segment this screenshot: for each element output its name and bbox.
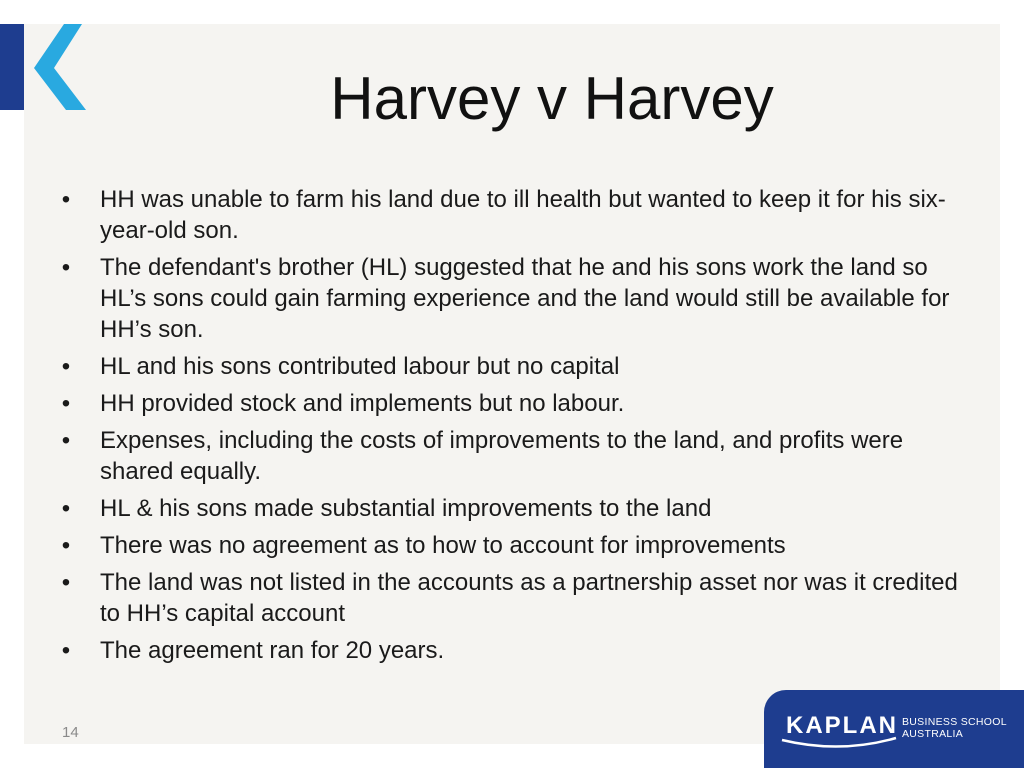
bullet-text: The agreement ran for 20 years.	[100, 637, 445, 664]
bullet-text: There was no agreement as to how to account for improvements	[100, 532, 786, 559]
swoosh-icon	[780, 736, 898, 750]
bullet-marker: •	[61, 569, 71, 596]
bullet-marker: •	[61, 353, 71, 380]
bullet-marker: •	[61, 390, 71, 417]
bullet-item	[56, 388, 966, 419]
bullet-text: HL and his sons contributed labour but no capital	[100, 353, 620, 380]
bullet-item	[56, 252, 966, 345]
brand-name: KAPLAN	[786, 712, 898, 739]
bullet-marker: •	[61, 254, 71, 281]
page-number: 14	[62, 724, 79, 741]
bullet-marker: •	[61, 532, 71, 559]
brand-subtitle-line1: BUSINESS SCHOOL	[902, 716, 1007, 728]
bullet-text: HH was unable to farm his land due to ill health but wanted to keep it for his six-year-old son.	[100, 186, 946, 244]
bullet-text: HH provided stock and implements but no labour.	[100, 390, 625, 417]
bullet-item	[56, 530, 966, 561]
bullet-item	[56, 493, 966, 524]
bullet-text: HL & his sons made substantial improvements to the land	[100, 495, 712, 522]
bullet-item	[56, 425, 966, 487]
bullet-list	[56, 184, 966, 672]
bullet-item	[56, 351, 966, 382]
bullet-marker: •	[61, 495, 71, 522]
brand-subtitle	[902, 716, 1007, 740]
bullet-text: The defendant's brother (HL) suggested that he and his sons work the land so HL’s sons could gain farming experience and the land would still be available for HH’s son.	[100, 254, 950, 343]
bullet-text: The land was not listed in the accounts as a partnership asset nor was it credited to HH’s capital account	[100, 569, 958, 627]
kaplan-brand-logo	[764, 690, 1024, 768]
bullet-text: Expenses, including the costs of improvements to the land, and profits were shared equally.	[100, 427, 904, 485]
bullet-item	[56, 635, 966, 666]
brand-subtitle-line2: AUSTRALIA	[902, 728, 964, 740]
bullet-marker: •	[61, 186, 71, 213]
slide-title: Harvey v Harvey	[330, 65, 774, 132]
bullet-item	[56, 567, 966, 629]
bullet-item	[56, 184, 966, 246]
bullet-marker: •	[61, 637, 71, 664]
bullet-marker: •	[61, 427, 71, 454]
